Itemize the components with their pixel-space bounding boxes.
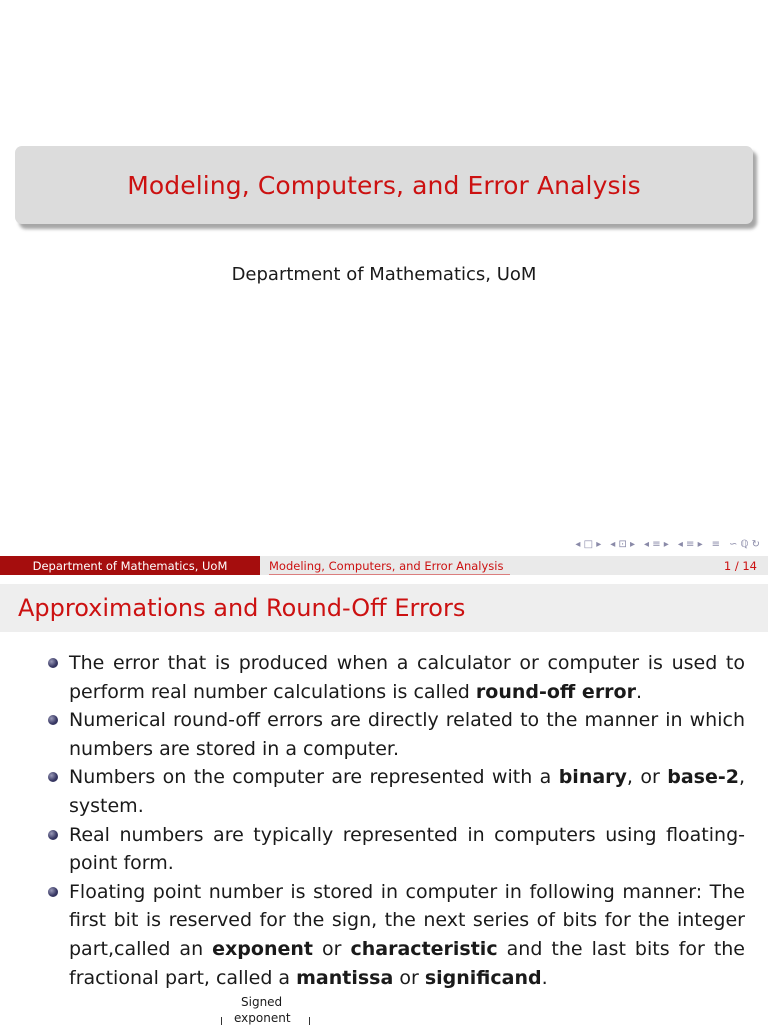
presentation-title: Modeling, Computers, and Error Analysis [127, 170, 641, 200]
bullet-item [48, 878, 745, 992]
bullet-text: Numerical round-off errors are directly related to the manner in which numbers are stored in a computer. [69, 709, 745, 760]
nav-subsection-icon[interactable]: ◂ ⊡ ▸ [610, 538, 636, 550]
bullet-text: and the last bits for the fractional part, called a [69, 937, 745, 989]
figure-label-exponent: exponent [234, 1011, 291, 1025]
bullet-text: , system. [69, 766, 745, 817]
bullet-text: or [312, 937, 351, 960]
bullet-item [48, 821, 745, 878]
bullet-text: or [393, 966, 425, 989]
author-line: Department of Mathematics, UoM [231, 264, 537, 285]
slide-footer [0, 556, 768, 575]
bullet-bold-term: binary [558, 766, 627, 789]
footer-author-text: Department of Mathematics, UoM [32, 558, 228, 573]
content-slide [0, 575, 768, 1024]
bullet-item [48, 649, 745, 706]
title-box [15, 146, 753, 224]
beamer-navigation [575, 537, 760, 551]
bullet-bold-term: round-off error [475, 680, 636, 703]
bullet-text: Numbers on the computer are represented with a [69, 766, 559, 789]
nav-doc-icon[interactable]: ◂ ≡ ▸ [677, 538, 703, 550]
bullet-bold-term: mantissa [296, 966, 394, 989]
footer-title: Modeling, Computers, and Error Analysis [269, 558, 504, 573]
bullet-list [48, 649, 745, 992]
bullet-text: . [635, 680, 643, 703]
bullet-text: The error that is produced when a calculator or computer is used to perform real number calculations is called [69, 652, 745, 703]
bullet-dot-icon [48, 658, 58, 668]
footer-author [0, 556, 260, 575]
nav-frame-icon[interactable]: ◂ □ ▸ [575, 538, 602, 550]
bullet-dot-icon [48, 772, 58, 782]
bullet-text: Floating point number is stored in computer in following manner: The first bit is reserved for the sign, the next series of bits for the integer part,called an [69, 880, 745, 960]
nav-appendix-icon[interactable]: ≡ [711, 538, 720, 550]
bullet-dot-icon [48, 715, 58, 725]
nav-section-icon[interactable]: ◂ ≡ ▸ [644, 538, 669, 550]
frame-title: Approximations and Round-Off Errors [18, 594, 466, 622]
frame-title-bar [0, 584, 768, 632]
page-number: 1 / 14 [723, 558, 757, 573]
floating-point-figure [213, 995, 313, 1025]
bullet-bold-term: significand [424, 966, 542, 989]
bullet-bold-term: characteristic [350, 937, 498, 960]
bullet-item [48, 763, 745, 820]
bullet-bold-term: exponent [212, 937, 313, 960]
nav-search-icon[interactable]: ∽ ℚ ↻ [729, 538, 760, 550]
bullet-text: , or [626, 766, 668, 789]
bullet-dot-icon [48, 830, 58, 840]
figure-label-signed: Signed [241, 995, 283, 1009]
bullet-text: Real numbers are typically represented in computers using floating-point form. [69, 823, 745, 875]
bullet-dot-icon [48, 887, 58, 897]
bullet-item [48, 706, 745, 763]
bullet-text: . [541, 966, 548, 989]
footer-title-area [260, 556, 768, 575]
bullet-bold-term: base-2 [667, 766, 739, 789]
